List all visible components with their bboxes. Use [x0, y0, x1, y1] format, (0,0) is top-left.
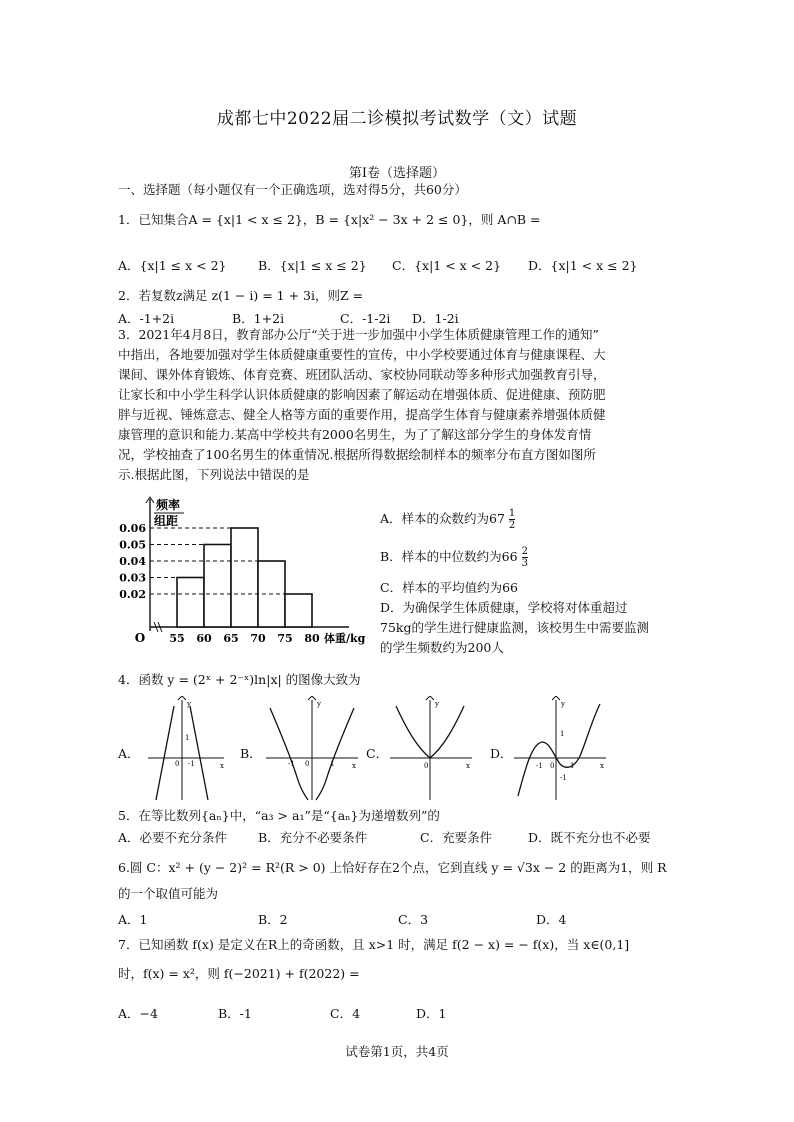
tick-1: 1 [330, 760, 335, 768]
graph-d [510, 696, 610, 804]
q7-option-b: B．-1 [218, 1006, 252, 1021]
q1-option-a: A．{x|1 ≤ x < 2} [118, 258, 227, 273]
tick-neg1: -1 [288, 760, 295, 768]
q2-option-a: A．-1+2i [118, 311, 175, 326]
q3-line: 胖与近视、锤炼意志、健全人格等方面的重要作用，提高学生体育与健康素养增强体质健 [118, 407, 606, 422]
q6-option-b: B．2 [258, 912, 288, 927]
q5-option-c: C．充要条件 [420, 830, 493, 845]
q3-line: 中指出，各地要加强对学生体质健康重要性的宣传，中小学校要通过体育与健康课程、大 [118, 347, 606, 362]
q6-stem-cont: 的一个取值可能为 [118, 886, 219, 901]
q3-line: 3．2021年4月8日，教育部办公厅“关于进一步加强中小学生体质健康管理工作的通知” [118, 327, 599, 342]
q5-option-d: D．既不充分也不必要 [528, 830, 651, 845]
tick-neg1: -1 [188, 760, 195, 768]
section-title: 第Ⅰ卷（选择题） [348, 166, 446, 181]
q3-line: 示.根据此图，下列说法中错误的是 [118, 467, 310, 482]
x-tick-label: 70 [250, 632, 266, 645]
q4-stem: 4．函数 y = (2ˣ + 2⁻ˣ)ln|x| 的图像大致为 [118, 672, 361, 687]
y-label-bottom: 组距 [154, 514, 179, 528]
q6-option-d: D．4 [536, 912, 567, 927]
axis-x-label: x [352, 762, 356, 770]
y-tick-label: 0.05 [119, 538, 146, 552]
tick-1: 1 [570, 762, 575, 770]
origin-label: 0 [550, 762, 555, 770]
q3-option-d-line1: D．为确保学生体质健康，学校将对体重超过 [380, 600, 628, 615]
x-tick-label: 80 [304, 632, 320, 645]
y-tick-label: 0.06 [119, 522, 146, 535]
graph-a [140, 696, 230, 804]
q4-option-d-label: D． [490, 746, 513, 761]
axis-y-label: y [435, 700, 439, 708]
q4-option-c-label: C． [366, 746, 389, 761]
histogram-bar [231, 528, 258, 627]
tick-1: 1 [185, 734, 190, 742]
fraction-denominator: 2 [508, 520, 516, 531]
origin-label: 0 [424, 762, 429, 770]
q2-option-b: B．1+2i [232, 311, 285, 326]
q7-stem: 7．已知函数 f(x) 是定义在R上的奇函数，且 x>1 时，满足 f(2 − x) = − f(x)，当 x∈(0,1] [118, 937, 630, 952]
q3-option-a [380, 508, 515, 531]
q3-option-a-text: A．样本的众数约为67 [380, 511, 505, 526]
q3-option-d-line2: 75kg的学生进行健康监测，该校男生中需要监测 [380, 620, 649, 635]
q1-option-c: C．{x|1 < x < 2} [392, 258, 502, 273]
q7-option-d: D．1 [416, 1006, 447, 1021]
curve-left [156, 706, 174, 800]
y-tick-label: 0.03 [119, 571, 146, 585]
axis-y-label: y [187, 700, 191, 708]
tick-neg1: -1 [560, 774, 567, 782]
q5-option-b: B．充分不必要条件 [258, 830, 368, 845]
origin-label: 0 [175, 760, 180, 768]
x-tick-label: 75 [277, 632, 293, 645]
q2-stem: 2．若复数z满足 z(1 − i) = 1 + 3i，则Z = [118, 288, 364, 303]
q3-line: 康管理的意识和能力.某高中学校共有2000名男生，为了了解这部分学生的身体发育情 [118, 427, 592, 442]
q3-line: 况，学校抽查了100名男生的体重情况.根据所得数据绘制样本的频率分布直方图如图所 [118, 447, 596, 462]
q3-line: 课间、课外体育锻炼、体育竞赛、班团队活动、家校协同联动等多种形式加强教育引导， [118, 367, 606, 382]
q5-stem: 5．在等比数列{aₙ}中，“a₃ > a₁”是“{aₙ}为递增数列”的 [118, 808, 440, 823]
axis-y-label: y [561, 700, 565, 708]
histogram-bar [285, 594, 312, 627]
q2-option-d: D．1-2i [412, 311, 459, 326]
histogram-bar [204, 545, 231, 628]
q7-option-a: A．−4 [118, 1006, 158, 1021]
q1-option-b: B．{x|1 ≤ x ≤ 2} [258, 258, 367, 273]
y-label-top: 频率 [156, 498, 181, 512]
curve-right [316, 708, 354, 800]
graph-b [262, 696, 362, 804]
q1-option-d: D．{x|1 < x ≤ 2} [528, 258, 638, 273]
part-header: 一、选择题（每小题仅有一个正确选项，选对得5分，共60分） [118, 182, 467, 197]
y-tick-label: 0.04 [119, 555, 146, 568]
q3-option-b-text: B．样本的中位数约为66 [380, 549, 518, 564]
origin-label: 0 [305, 760, 310, 768]
axis-x-label: x [600, 762, 604, 770]
q3-option-c: C．样本的平均值约为66 [380, 580, 518, 595]
x-axis-label: 体重/kg [324, 632, 366, 645]
x-tick-label: 65 [223, 632, 239, 645]
histogram-bar [177, 578, 204, 628]
q4-option-b-label: B． [240, 746, 262, 761]
origin-label: O [134, 631, 146, 645]
q7-option-c: C．4 [330, 1006, 361, 1021]
q6-option-c: C．3 [398, 912, 429, 927]
tick-1: 1 [560, 730, 565, 738]
curve [518, 704, 600, 796]
q4-option-a-label: A． [118, 746, 140, 761]
q6-stem: 6.圆 C：x² + (y − 2)² = R²(R > 0) 上恰好存在2个点，它到直线 y = √3x − 2 的距离为1，则 R [118, 860, 667, 875]
q5-option-a: A．必要不充分条件 [118, 830, 228, 845]
graph-c [386, 696, 476, 804]
curve-left [270, 708, 308, 800]
q1-stem: 1．已知集合A = {x|1 < x ≤ 2}，B = {x|x² − 3x + 2 ≤ 0}，则 A∩B = [118, 212, 541, 227]
fraction-numerator: 2 [521, 546, 528, 557]
q7-stem-cont: 时，f(x) = x²，则 f(−2021) + f(2022) = [118, 966, 360, 981]
y-tick-label: 0.02 [119, 588, 146, 601]
fraction-denominator: 3 [521, 558, 528, 569]
page-footer: 试卷第1页，共4页 [345, 1044, 449, 1059]
histogram-chart [110, 495, 390, 655]
fraction-numerator: 1 [508, 508, 516, 519]
x-tick-label: 60 [196, 632, 212, 645]
q3-line: 让家长和中小学生科学认识体质健康的影响因素了解运动在增强体质、促进健康、预防肥 [118, 387, 606, 402]
axis-y-label: y [317, 700, 321, 708]
q3-paragraph [118, 325, 606, 485]
q3-option-d-line3: 的学生频数约为200人 [380, 640, 504, 655]
q3-option-b [380, 546, 528, 569]
curve-right [190, 706, 208, 800]
q2-option-c: C．-1-2i [340, 311, 391, 326]
axis-x-label: x [466, 762, 470, 770]
q6-option-a: A．1 [118, 912, 148, 927]
x-tick-label: 55 [169, 632, 185, 645]
tick-neg1: -1 [536, 762, 543, 770]
axis-x-label: x [220, 762, 224, 770]
page-title: 成都七中2022届二诊模拟考试数学（文）试题 [216, 109, 578, 129]
